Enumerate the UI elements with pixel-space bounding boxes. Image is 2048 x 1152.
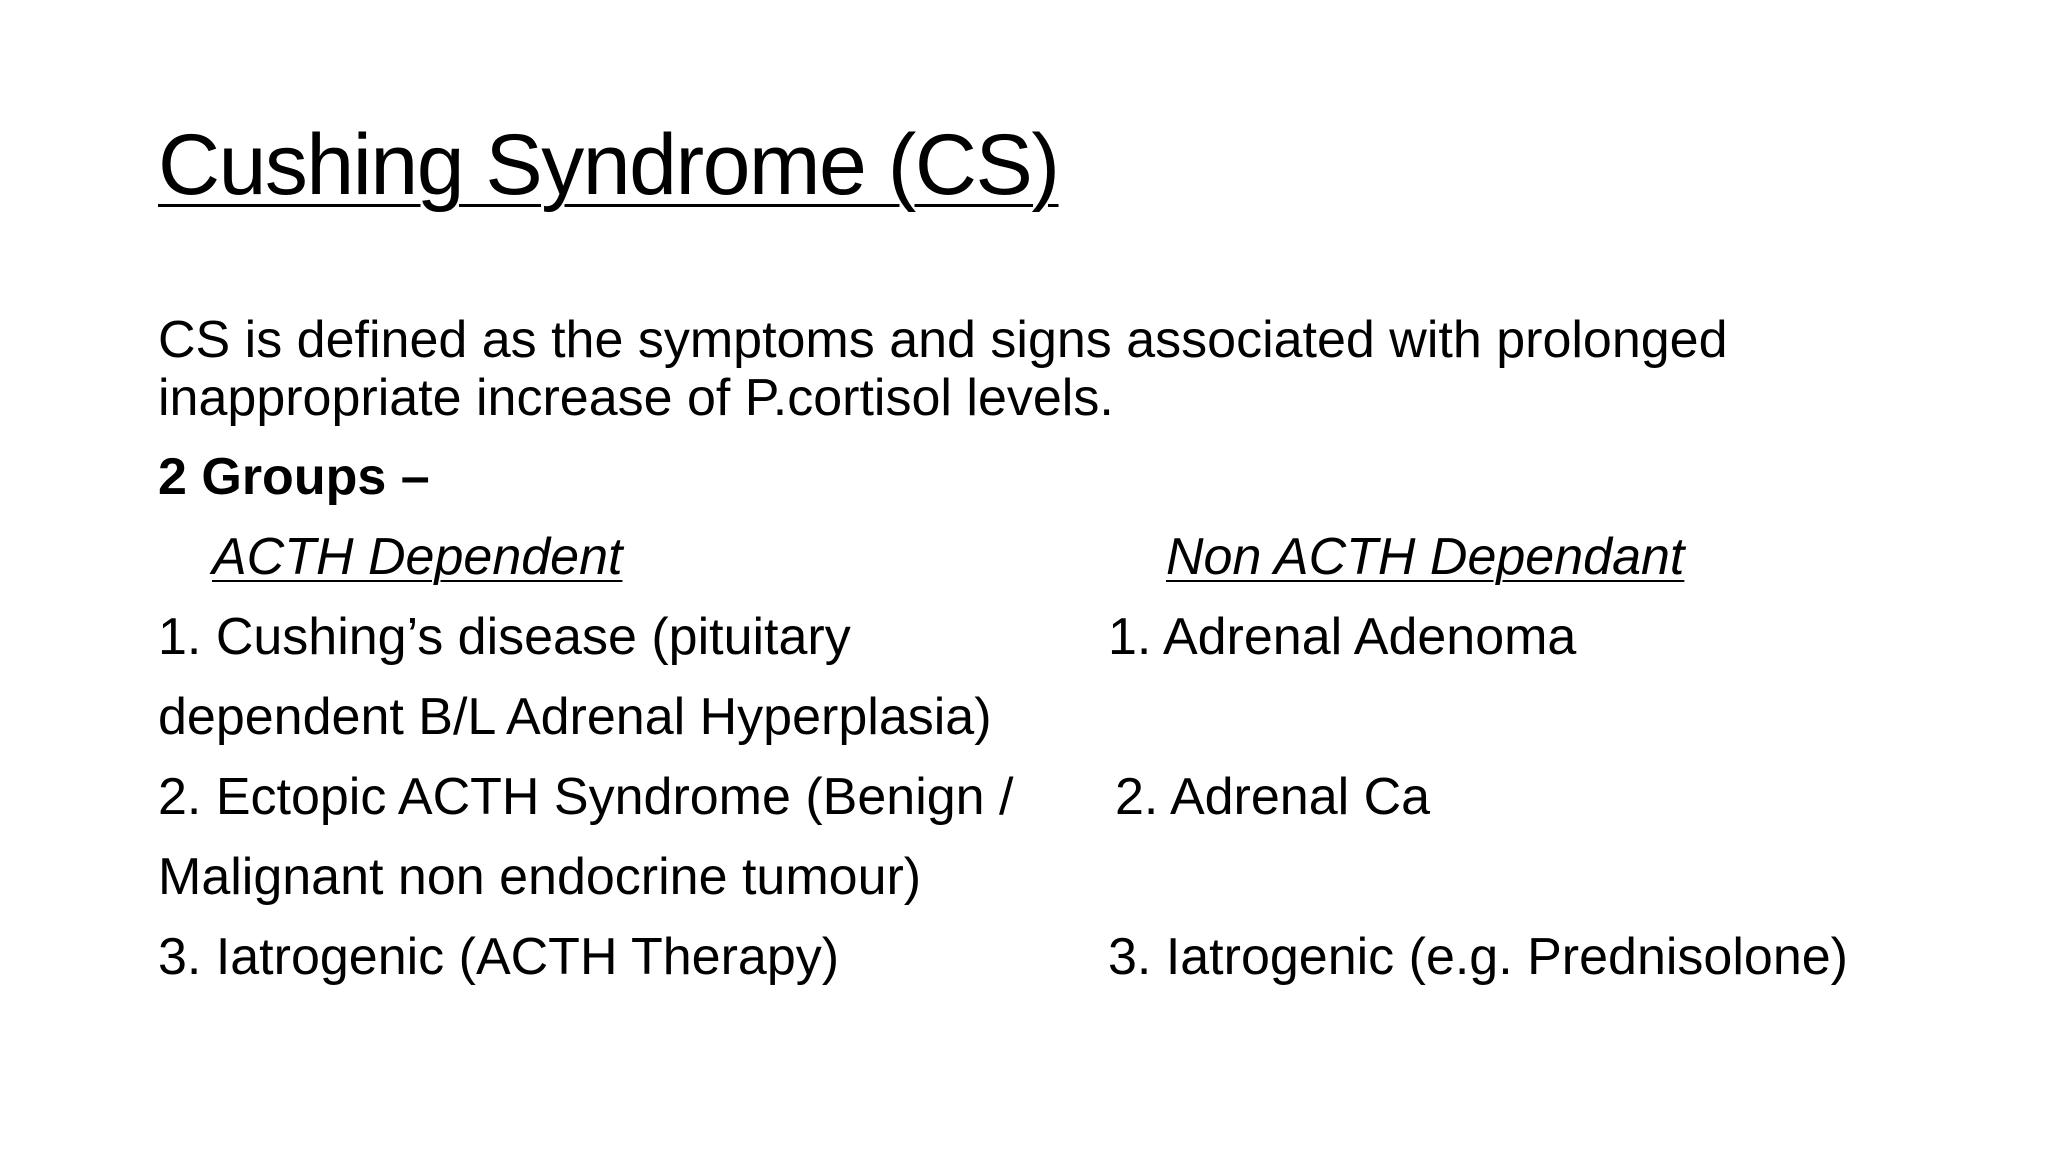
non-acth-dependent-item-3: 3. Iatrogenic (e.g. Prednisolone)	[1108, 928, 1848, 986]
acth-dependent-item-2-cont: Malignant non endocrine tumour)	[158, 848, 922, 906]
non-acth-dependent-item-1: 1. Adrenal Adenoma	[1108, 608, 1577, 666]
groups-label: 2 Groups –	[158, 448, 430, 506]
acth-dependent-item-1-cont: dependent B/L Adrenal Hyperplasia)	[158, 688, 992, 746]
slide-title: Cushing Syndrome (CS)	[158, 117, 1059, 213]
definition-line-2: inappropriate increase of P.cortisol levels.	[158, 369, 1114, 427]
non-acth-dependent-heading: Non ACTH Dependant	[1166, 528, 1685, 586]
acth-dependent-heading: ACTH Dependent	[212, 528, 623, 586]
acth-dependent-item-2: 2. Ectopic ACTH Syndrome (Benign /	[158, 768, 1014, 826]
definition-line-1: CS is defined as the symptoms and signs associated with prolonged	[158, 311, 1728, 369]
acth-dependent-item-1: 1. Cushing’s disease (pituitary	[158, 608, 851, 666]
acth-dependent-item-3: 3. Iatrogenic (ACTH Therapy)	[158, 928, 840, 986]
non-acth-dependent-item-2: 2. Adrenal Ca	[1115, 768, 1431, 826]
